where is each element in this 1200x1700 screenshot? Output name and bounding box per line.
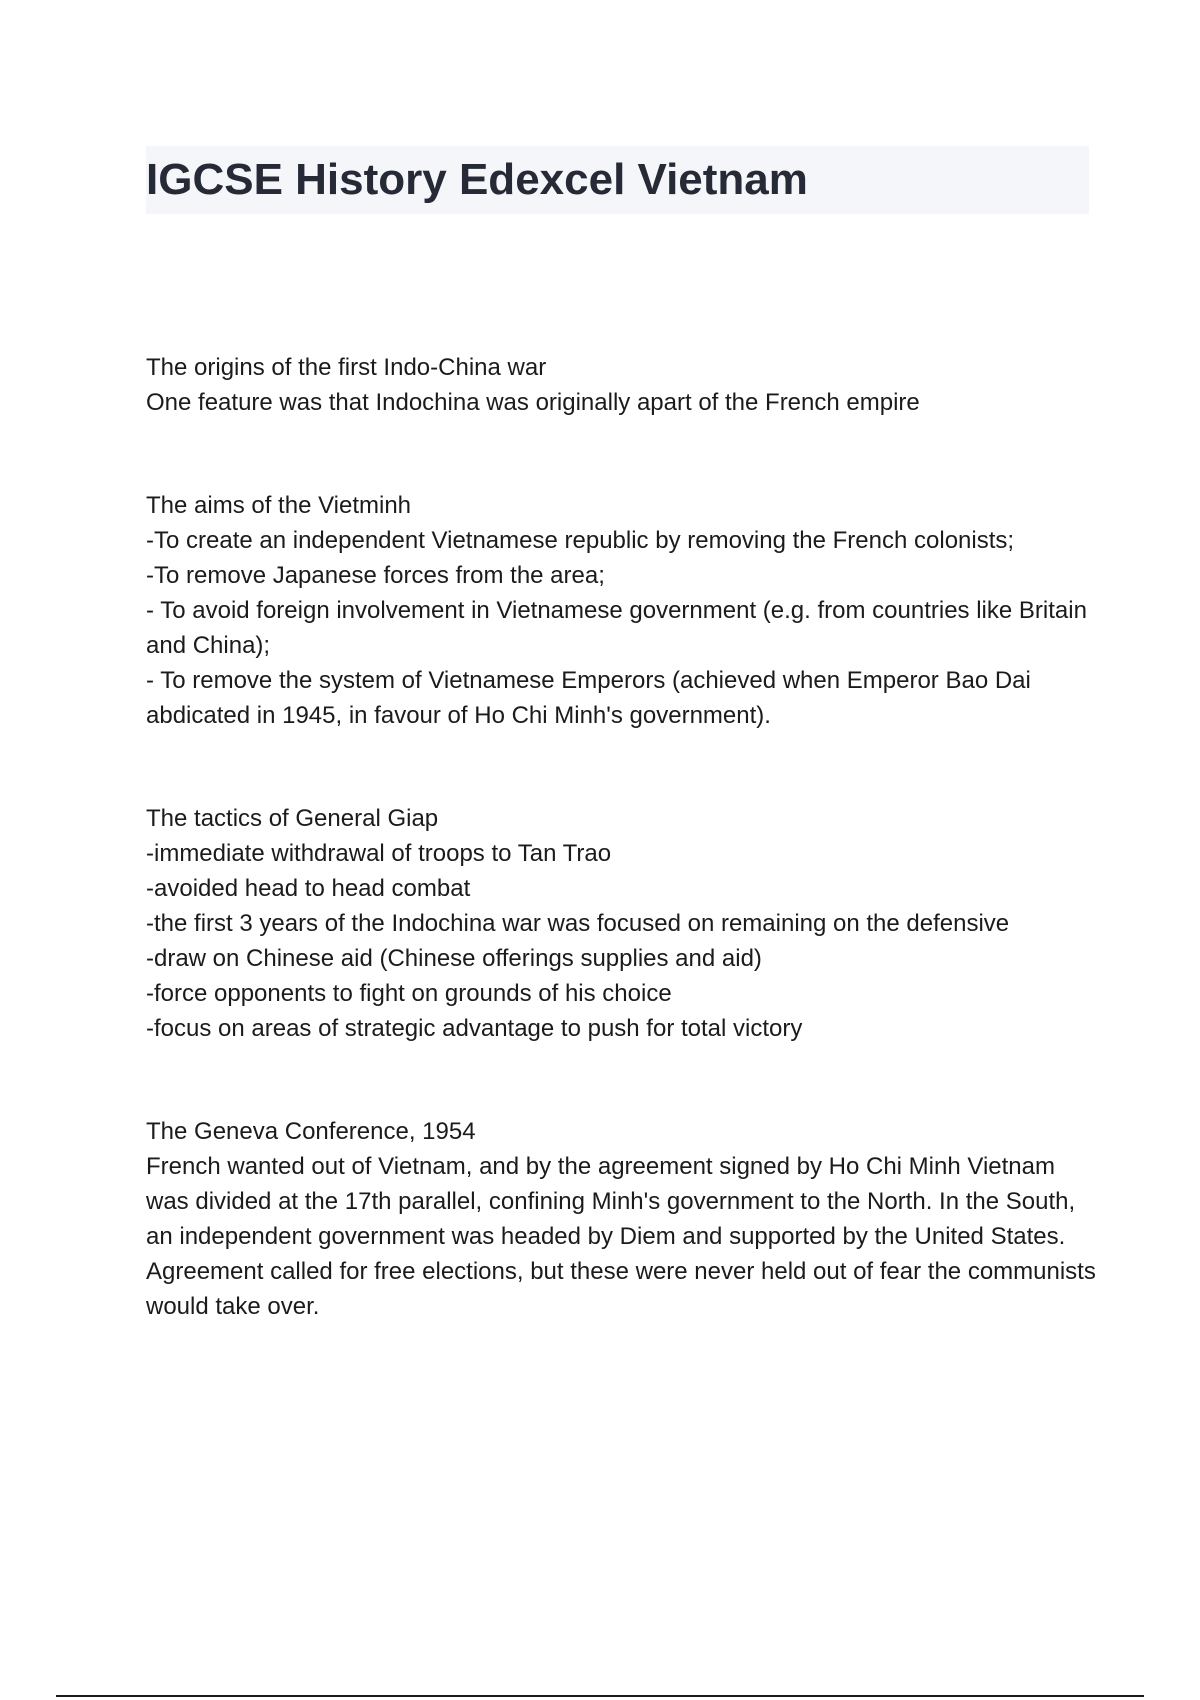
section-line: One feature was that Indochina was originally apart of the French empire: [146, 389, 920, 416]
section-heading: The tactics of General Giap: [146, 805, 439, 832]
section-line: -To create an independent Vietnamese republic by removing the French colonists;: [146, 527, 1015, 554]
section-geneva-conference: [146, 1114, 1096, 1324]
section-line: - To avoid foreign involvement in Vietnamese government (e.g. from countries like Britain and China);: [146, 597, 1087, 659]
footer-divider: [56, 1695, 1144, 1697]
section-line: -To remove Japanese forces from the area;: [146, 562, 605, 589]
section-giap-tactics: [146, 801, 1096, 1046]
section-line: -draw on Chinese aid (Chinese offerings supplies and aid): [146, 945, 762, 972]
section-heading: The origins of the first Indo-China war: [146, 354, 547, 381]
document-body: [146, 350, 1096, 1324]
section-line: -the first 3 years of the Indochina war was focused on remaining on the defensive: [146, 910, 1010, 937]
section-heading: The Geneva Conference, 1954: [146, 1118, 476, 1145]
section-line: -force opponents to fight on grounds of his choice: [146, 980, 672, 1007]
section-line: -focus on areas of strategic advantage to push for total victory: [146, 1015, 803, 1042]
section-line: -avoided head to head combat: [146, 875, 471, 902]
page-title: IGCSE History Edexcel Vietnam: [146, 155, 808, 204]
section-line: -immediate withdrawal of troops to Tan Trao: [146, 840, 612, 867]
section-line: - To remove the system of Vietnamese Emperors (achieved when Emperor Bao Dai abdicated in 1945, in favour of Ho Chi Minh's government).: [146, 667, 1031, 729]
section-heading: The aims of the Vietminh: [146, 492, 412, 519]
section-vietminh-aims: [146, 488, 1096, 733]
section-origins: [146, 350, 1096, 420]
section-line: French wanted out of Vietnam, and by the agreement signed by Ho Chi Minh Vietnam was divided at the 17th parallel, confining Minh's government to the North. In the South, an independent government was headed by Diem and supported by the United States. Agreement called for free elections, but these were never held out of fear the communists would take over.: [146, 1153, 1096, 1320]
